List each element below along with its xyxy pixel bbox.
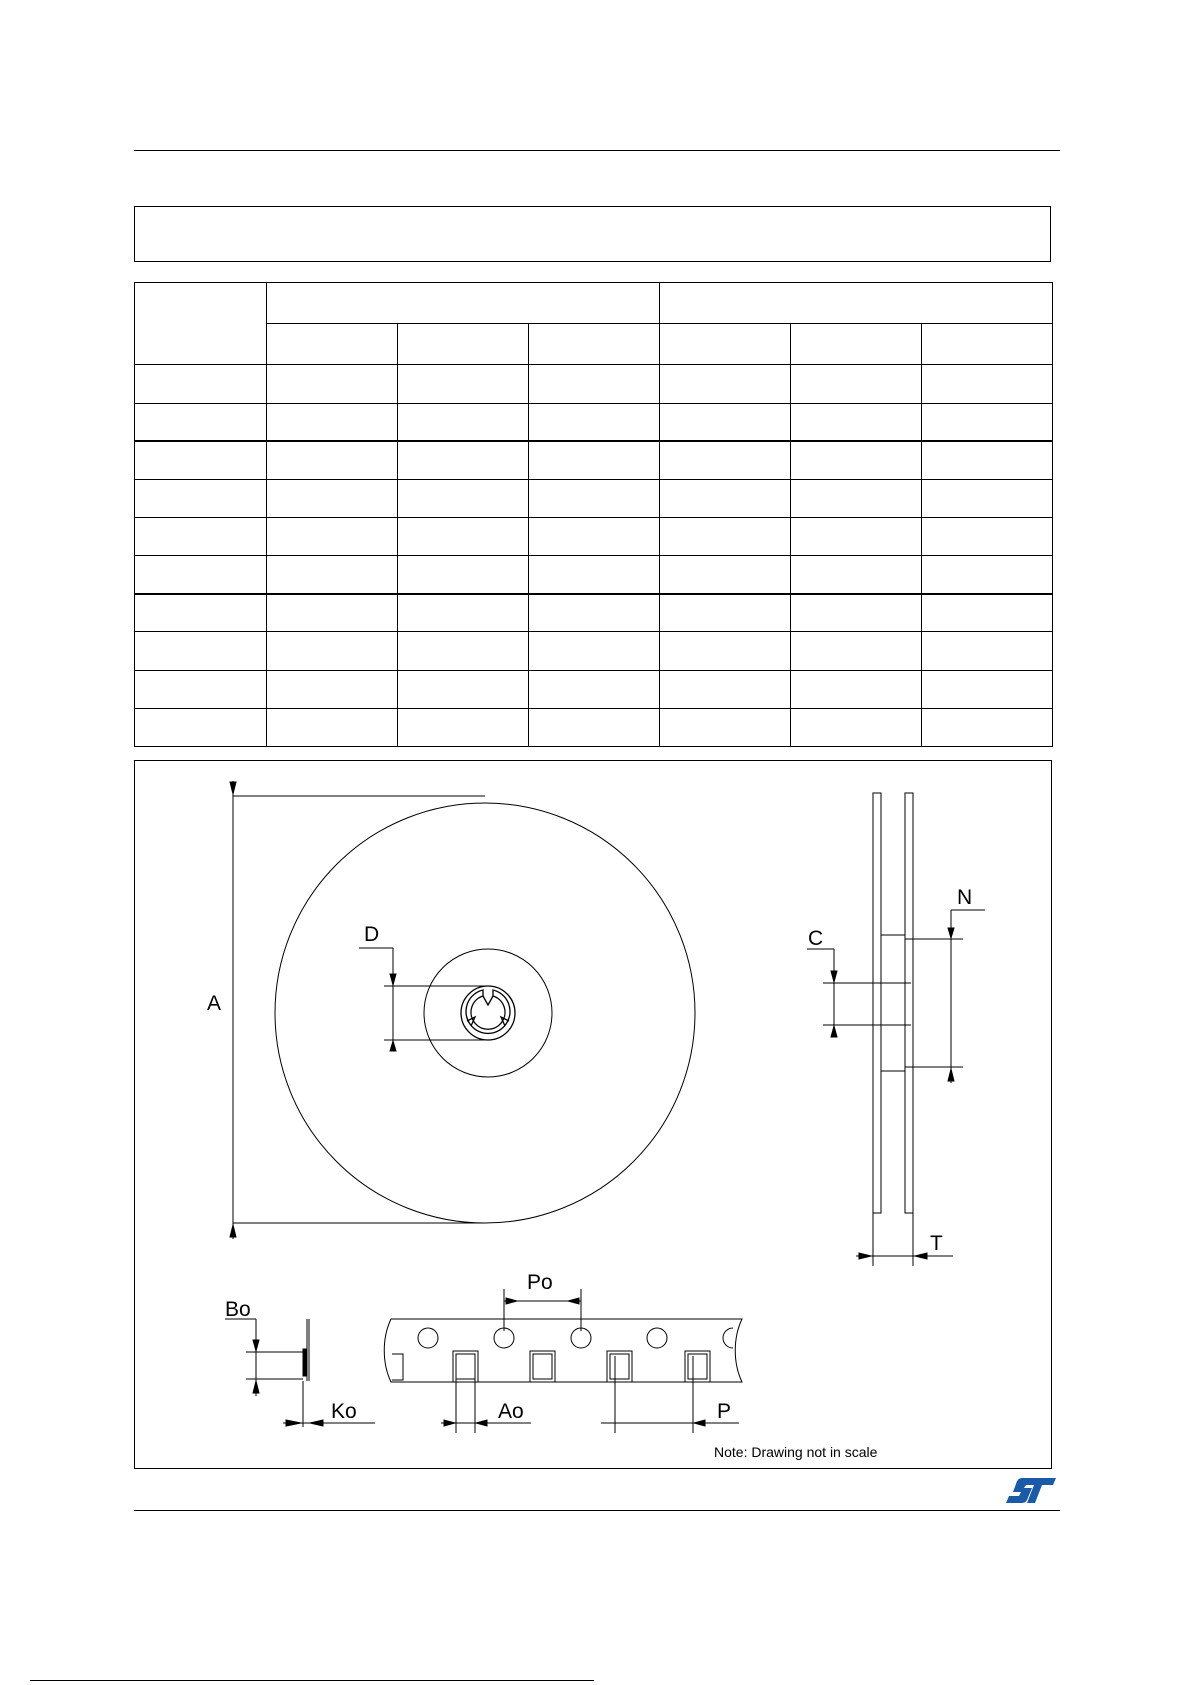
- table-cell: [660, 441, 791, 479]
- drawing-note: Note: Drawing not in scale: [714, 1444, 878, 1460]
- table-cell: [398, 556, 529, 594]
- table-cell: [922, 632, 1053, 670]
- table-row: [135, 632, 1053, 670]
- reel-hub: [424, 949, 552, 1077]
- table-cell: [791, 441, 922, 479]
- tape-pocket: [685, 1351, 710, 1382]
- sprocket-hole: [647, 1328, 667, 1348]
- table-row: [135, 594, 1053, 632]
- table-cell: [922, 556, 1053, 594]
- table-row: [135, 708, 1053, 746]
- table-cell: [398, 670, 529, 708]
- table-cell: [791, 670, 922, 708]
- footer-rule: [134, 1510, 1060, 1511]
- table-row: [135, 441, 1053, 479]
- table-row: [135, 670, 1053, 708]
- label-n: N: [957, 886, 973, 909]
- table-cell: [529, 517, 660, 555]
- table-cell: [791, 479, 922, 517]
- label-ko: Ko: [331, 1400, 357, 1423]
- table-cell: [135, 670, 267, 708]
- tape-pocket: [392, 1354, 403, 1380]
- sprocket-hole: [723, 1328, 733, 1348]
- table-cell: [135, 365, 267, 403]
- table-cell: [267, 670, 398, 708]
- header-cell: [660, 283, 1053, 324]
- carrier-tape: [384, 1289, 742, 1433]
- dimension-a: [230, 781, 485, 1239]
- table-cell: [529, 556, 660, 594]
- label-a: A: [207, 992, 222, 1015]
- label-ao: Ao: [498, 1400, 524, 1423]
- table-cell: [398, 365, 529, 403]
- table-cell: [135, 556, 267, 594]
- dimension-po: [504, 1289, 581, 1331]
- table-cell: [529, 441, 660, 479]
- table-cell: [529, 403, 660, 441]
- table-cell: [791, 365, 922, 403]
- table-row: [135, 365, 1053, 403]
- table-cell: [660, 479, 791, 517]
- table-cell: [922, 403, 1053, 441]
- table-cell: [267, 441, 398, 479]
- tape-pocket: [530, 1351, 555, 1382]
- table-cell: [135, 403, 267, 441]
- table-cell: [267, 594, 398, 632]
- table-cell: [267, 708, 398, 746]
- table-cell: [791, 517, 922, 555]
- label-c: C: [808, 927, 824, 950]
- table-caption-box: [134, 206, 1051, 262]
- label-t: T: [930, 1232, 943, 1255]
- table-cell: [791, 708, 922, 746]
- sprocket-hole: [418, 1328, 438, 1348]
- table-cell: [791, 556, 922, 594]
- table-cell: [135, 441, 267, 479]
- dimensions-table: [134, 282, 1053, 747]
- subheader-cell: [660, 324, 791, 365]
- table-row: [135, 403, 1053, 441]
- header-rule: [134, 150, 1060, 151]
- table-cell: [135, 517, 267, 555]
- header-cell: [135, 283, 267, 365]
- dimension-n: [905, 910, 985, 1083]
- table-cell: [660, 708, 791, 746]
- table-row: [135, 517, 1053, 555]
- reel-side-view: [807, 793, 985, 1266]
- table-cell: [922, 365, 1053, 403]
- table-cell: [267, 517, 398, 555]
- subheader-cell: [398, 324, 529, 365]
- st-logo-icon: [1004, 1476, 1058, 1506]
- table-cell: [398, 479, 529, 517]
- table-cell: [267, 556, 398, 594]
- table-cell: [529, 670, 660, 708]
- table-cell: [791, 594, 922, 632]
- table-cell: [660, 556, 791, 594]
- tape-pocket: [607, 1351, 632, 1382]
- table-cell: [922, 479, 1053, 517]
- header-cell: [267, 283, 660, 324]
- table-cell: [135, 479, 267, 517]
- subheader-cell: [922, 324, 1053, 365]
- table-cell: [660, 594, 791, 632]
- table-cell: [267, 632, 398, 670]
- table-cell: [660, 365, 791, 403]
- table-cell: [398, 594, 529, 632]
- table-header-row: [135, 283, 1053, 324]
- table-cell: [398, 403, 529, 441]
- table-cell: [135, 632, 267, 670]
- table-cell: [922, 594, 1053, 632]
- subheader-cell: [529, 324, 660, 365]
- table-cell: [922, 517, 1053, 555]
- subheader-cell: [791, 324, 922, 365]
- dimension-c: [807, 949, 911, 1037]
- table-cell: [398, 708, 529, 746]
- label-po: Po: [527, 1271, 553, 1294]
- table-cell: [529, 365, 660, 403]
- table-cell: [529, 708, 660, 746]
- table-cell: [660, 403, 791, 441]
- reel-outline: [275, 803, 695, 1223]
- table-row: [135, 556, 1053, 594]
- page-edge-line: [30, 1680, 594, 1681]
- table-cell: [660, 632, 791, 670]
- reel-tape-drawing: [135, 761, 1051, 1468]
- table-cell: [398, 632, 529, 670]
- table-cell: [660, 517, 791, 555]
- label-d: D: [364, 923, 380, 946]
- reel-drawing-box: [134, 760, 1052, 1469]
- table-cell: [398, 517, 529, 555]
- table-cell: [529, 632, 660, 670]
- table-cell: [660, 670, 791, 708]
- label-p: P: [717, 1400, 732, 1423]
- table-cell: [922, 708, 1053, 746]
- table-cell: [267, 479, 398, 517]
- table-subheader-row: [135, 324, 1053, 365]
- table-cell: [398, 441, 529, 479]
- table-cell: [791, 632, 922, 670]
- label-bo: Bo: [225, 1298, 251, 1321]
- table-cell: [267, 365, 398, 403]
- table-cell: [267, 403, 398, 441]
- dimension-d: [359, 948, 488, 1051]
- reel-front-view: [230, 781, 695, 1239]
- subheader-cell: [267, 324, 398, 365]
- reel-spindle-hole: [461, 986, 515, 1040]
- table-cell: [922, 670, 1053, 708]
- table-cell: [791, 403, 922, 441]
- table-cell: [529, 594, 660, 632]
- table-cell: [922, 441, 1053, 479]
- table-cell: [135, 708, 267, 746]
- tape-pocket: [453, 1351, 478, 1382]
- table-cell: [135, 594, 267, 632]
- table-row: [135, 479, 1053, 517]
- table-cell: [529, 479, 660, 517]
